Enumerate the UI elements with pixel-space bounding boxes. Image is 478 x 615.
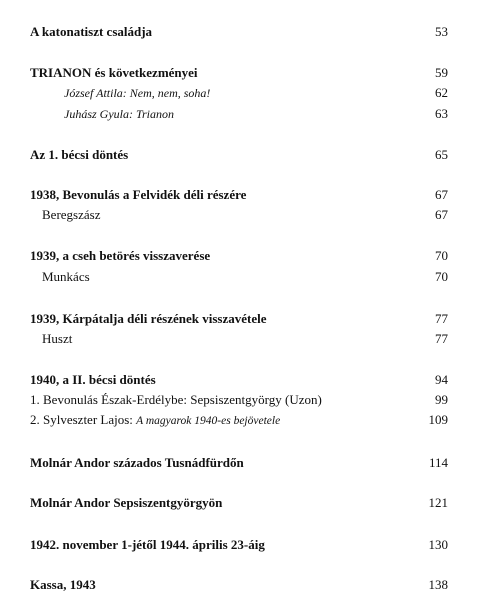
toc-entry-page: 77 bbox=[435, 331, 448, 346]
toc-entry bbox=[30, 311, 448, 327]
toc-entry bbox=[30, 269, 448, 285]
toc-entry-title: Juhász Gyula: Trianon bbox=[64, 107, 175, 121]
toc-entry-title-work: A magyarok 1940-es bejövetele bbox=[136, 415, 281, 427]
toc-entry-page: 62 bbox=[435, 85, 448, 100]
toc-entry-page: 53 bbox=[435, 24, 448, 39]
toc-entry bbox=[30, 106, 448, 122]
toc-entry-page: 70 bbox=[435, 248, 448, 263]
toc-entry-title: Huszt bbox=[42, 331, 73, 346]
toc-entry-title: Kassa, 1943 bbox=[30, 577, 96, 592]
toc-entry-title: Munkács bbox=[42, 269, 90, 284]
toc-entry-title: Molnár Andor százados Tusnádfürdőn bbox=[30, 455, 244, 470]
toc-entry bbox=[30, 495, 448, 511]
toc-entry-page: 63 bbox=[435, 106, 448, 121]
toc-entry-page: 94 bbox=[435, 372, 448, 387]
toc-entry-page: 121 bbox=[428, 495, 448, 510]
toc-entry bbox=[30, 207, 448, 223]
toc-entry bbox=[30, 248, 448, 264]
toc-entry bbox=[30, 455, 448, 471]
toc-entry bbox=[30, 187, 448, 203]
toc-entry-title: A katonatiszt családja bbox=[30, 24, 153, 39]
toc-entry-title-author: 2. Sylveszter Lajos: bbox=[30, 412, 137, 427]
toc-entry-title: József Attila: Nem, nem, soha! bbox=[64, 86, 211, 100]
toc-entry bbox=[30, 65, 448, 81]
toc-entry bbox=[30, 412, 448, 429]
toc-entry-page: 59 bbox=[435, 65, 448, 80]
toc-entry bbox=[30, 85, 448, 101]
toc-entry bbox=[30, 392, 448, 408]
toc-entry-title: Beregszász bbox=[42, 207, 101, 222]
toc-entry-title: 1939, Kárpátalja déli részének visszavétele bbox=[30, 311, 267, 326]
toc-entry-title: TRIANON és következményei bbox=[30, 65, 198, 80]
toc-entry-title: 1939, a cseh betörés visszaverése bbox=[30, 248, 211, 263]
toc-entry bbox=[30, 331, 448, 347]
toc-entry-page: 109 bbox=[428, 412, 448, 427]
toc-entry bbox=[30, 24, 448, 40]
toc-entry-title: 1. Bevonulás Észak-Erdélybe: Sepsiszentgyörgy (Uzon) bbox=[30, 392, 322, 407]
toc-entry-page: 67 bbox=[435, 187, 448, 202]
toc-entry bbox=[30, 537, 448, 553]
toc-entry-page: 65 bbox=[435, 147, 448, 162]
toc-entry-page: 77 bbox=[435, 311, 448, 326]
toc-entry-title: 1940, a II. bécsi döntés bbox=[30, 372, 156, 387]
toc-entry-page: 130 bbox=[428, 537, 448, 552]
toc-entry-page: 114 bbox=[428, 455, 448, 470]
toc-entry bbox=[30, 147, 448, 163]
toc-entry-page: 99 bbox=[435, 392, 448, 407]
toc-entry-page: 70 bbox=[435, 269, 448, 284]
toc-entry-title: 1938, Bevonulás a Felvidék déli részére bbox=[30, 187, 247, 202]
toc-entry bbox=[30, 577, 448, 593]
toc-entry-title: 1942. november 1-jétől 1944. április 23-áig bbox=[30, 537, 265, 552]
toc-entry-page: 138 bbox=[428, 577, 448, 592]
toc-entry-title: Az 1. bécsi döntés bbox=[30, 147, 129, 162]
toc-entry-title: Molnár Andor Sepsiszentgyörgyön bbox=[30, 495, 223, 510]
toc-entry bbox=[30, 372, 448, 388]
toc-entry-title bbox=[30, 412, 280, 429]
toc-entry-page: 67 bbox=[435, 207, 448, 222]
